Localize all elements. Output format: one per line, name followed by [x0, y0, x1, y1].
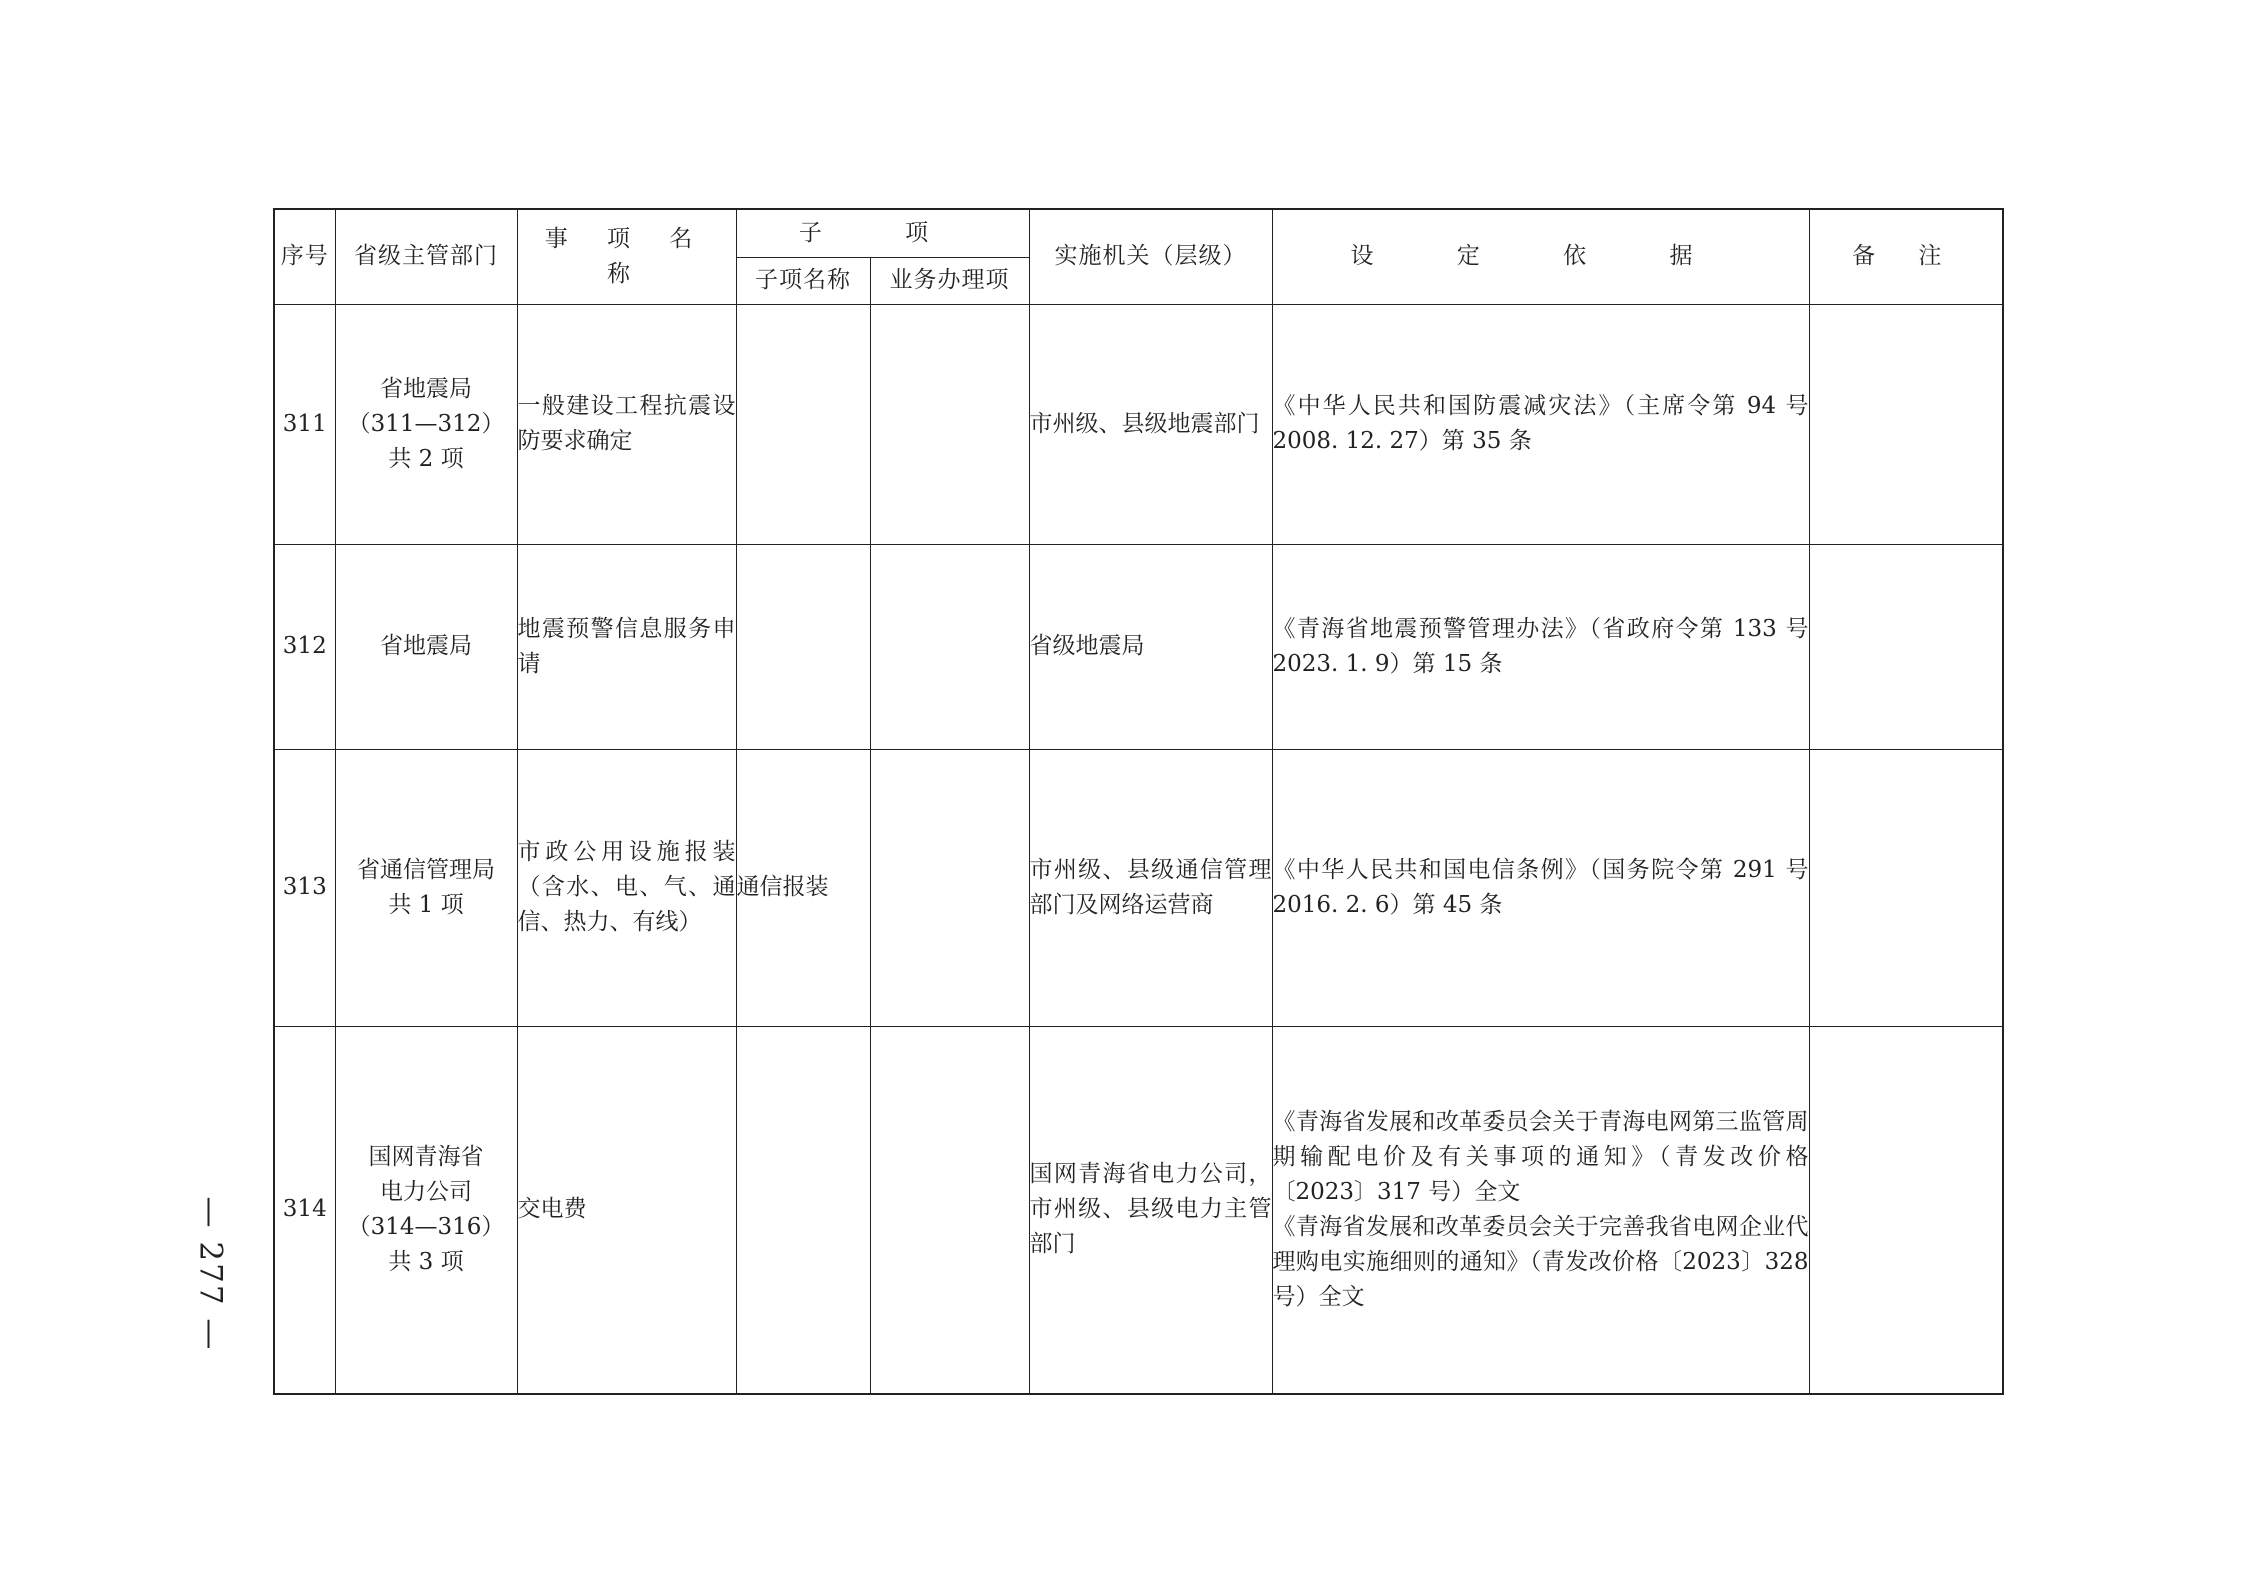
row-basis	[1272, 304, 1809, 544]
dept-line: 共 2 项	[388, 445, 464, 472]
row-sub-name	[736, 304, 870, 544]
table-row	[274, 749, 2003, 1026]
row-agency: 市州级、县级地震部门	[1029, 304, 1272, 544]
header-note: 备 注	[1809, 209, 2003, 304]
row-agency: 国网青海省电力公司，市州级、县级电力主管部门	[1029, 1026, 1272, 1394]
row-note	[1809, 749, 2003, 1026]
dept-line: 省地震局	[380, 633, 472, 659]
row-seq: 314	[274, 1026, 335, 1394]
row-sub-business	[870, 544, 1029, 749]
row-note	[1809, 544, 2003, 749]
row-sub-business	[870, 304, 1029, 544]
header-dept: 省级主管部门	[335, 209, 517, 304]
header-sub-group: 子 项	[736, 209, 1029, 257]
dept-line: （311—312）	[347, 410, 505, 437]
row-dept	[335, 749, 517, 1026]
row-agency: 省级地震局	[1029, 544, 1272, 749]
row-item-name: 市政公用设施报装（含水、电、气、通信、热力、有线）	[517, 749, 736, 1026]
matters-table	[273, 208, 2004, 1395]
row-seq: 313	[274, 749, 335, 1026]
basis-line: 《青海省发展和改革委员会关于青海电网第三监管周期输配电价及有关事项的通知》（青发改价格〔2023〕317 号）全文	[1272, 1108, 1809, 1205]
row-sub-name	[736, 544, 870, 749]
basis-line: 《青海省地震预警管理办法》（省政府令第 133 号 2023. 1. 9）第 15 条	[1272, 615, 1809, 677]
page-number	[188, 1185, 232, 1362]
dept-line: 共 1 项	[388, 891, 464, 918]
row-basis	[1272, 749, 1809, 1026]
row-dept	[335, 544, 517, 749]
page-number-text: — 277 —	[192, 1196, 229, 1351]
header-sub-business: 业务办理项	[870, 257, 1029, 304]
row-item-name: 一般建设工程抗震设防要求确定	[517, 304, 736, 544]
row-dept	[335, 304, 517, 544]
dept-line: 共 3 项	[388, 1248, 464, 1275]
header-basis: 设 定 依 据	[1272, 209, 1809, 304]
table-row	[274, 304, 2003, 544]
row-basis	[1272, 1026, 1809, 1394]
row-sub-name: 通信报装	[736, 749, 870, 1026]
basis-line: 《中华人民共和国防震减灾法》（主席令第 94 号 2008. 12. 27）第 35 条	[1272, 393, 1809, 454]
dept-line: （314—316）	[347, 1213, 505, 1240]
row-sub-name	[736, 1026, 870, 1394]
row-basis	[1272, 544, 1809, 749]
row-item-name: 交电费	[517, 1026, 736, 1394]
dept-line: 电力公司	[380, 1178, 472, 1205]
row-item-name: 地震预警信息服务申请	[517, 544, 736, 749]
dept-line: 省地震局	[380, 375, 472, 402]
row-dept	[335, 1026, 517, 1394]
row-sub-business	[870, 749, 1029, 1026]
dept-line: 省通信管理局	[357, 856, 495, 883]
header-agency: 实施机关（层级）	[1029, 209, 1272, 304]
header-item-name: 事 项 名 称	[517, 209, 736, 304]
dept-line: 国网青海省	[368, 1143, 484, 1170]
basis-line: 《青海省发展和改革委员会关于完善我省电网企业代理购电实施细则的通知》（青发改价格〔2023〕328 号）全文	[1272, 1213, 1809, 1310]
header-sub-name: 子项名称	[736, 257, 870, 304]
row-agency: 市州级、县级通信管理部门及网络运营商	[1029, 749, 1272, 1026]
header-seq: 序号	[274, 209, 335, 304]
row-seq: 311	[274, 304, 335, 544]
row-sub-business	[870, 1026, 1029, 1394]
row-note	[1809, 1026, 2003, 1394]
table-row	[274, 1026, 2003, 1394]
table-row	[274, 544, 2003, 749]
basis-line: 《中华人民共和国电信条例》（国务院令第 291 号 2016. 2. 6）第 45 条	[1272, 856, 1809, 918]
row-seq: 312	[274, 544, 335, 749]
row-note	[1809, 304, 2003, 544]
